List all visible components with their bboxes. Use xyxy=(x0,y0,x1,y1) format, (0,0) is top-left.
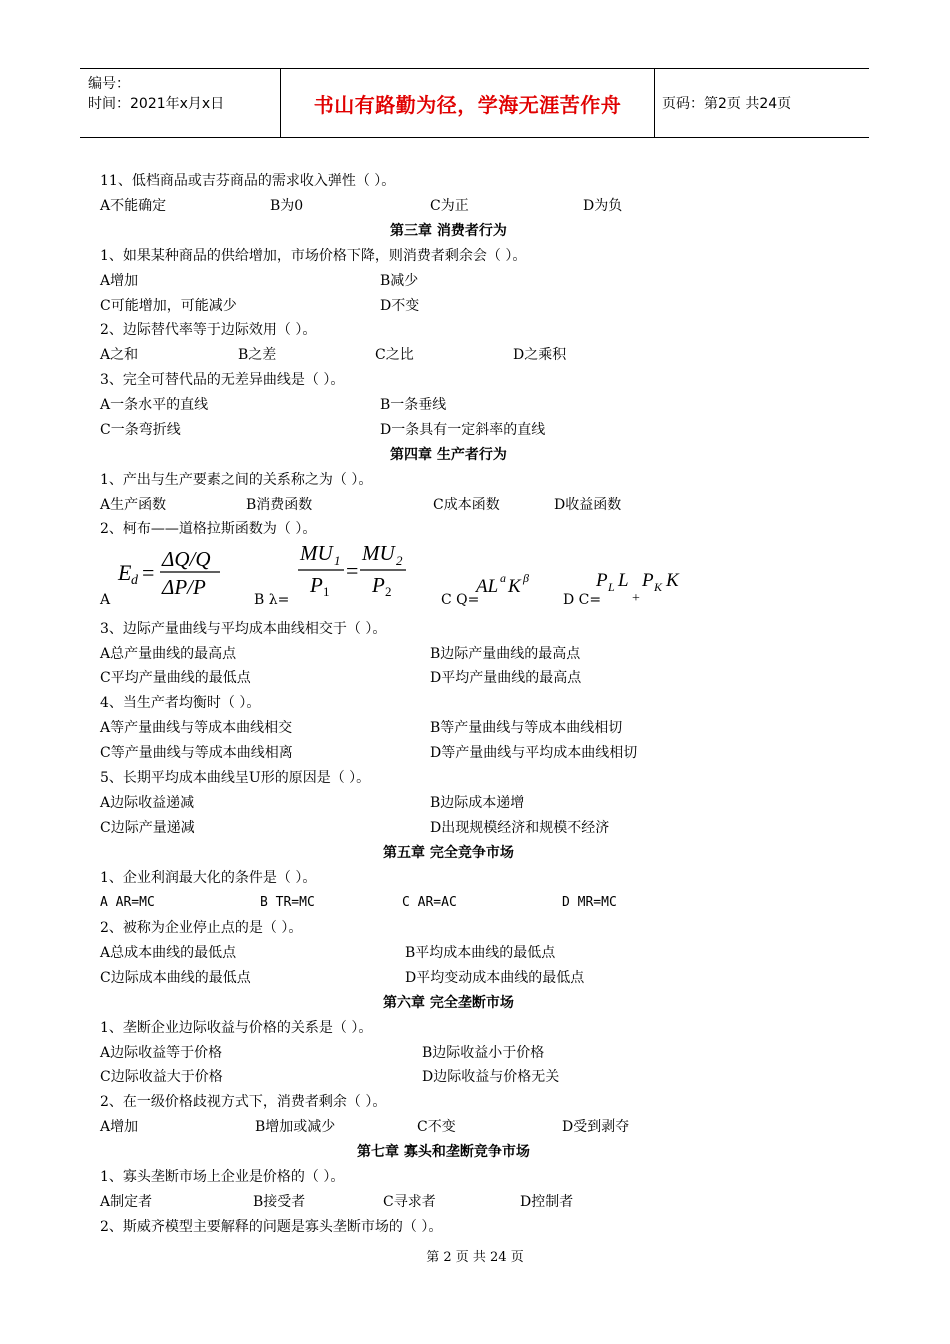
option: D等产量曲线与平均成本曲线相切 xyxy=(430,745,638,761)
option: D不变 xyxy=(380,298,420,314)
option: B为0 xyxy=(270,198,304,214)
option: D受到剥夺 xyxy=(562,1119,630,1135)
svg-text:1: 1 xyxy=(323,584,330,599)
option: D MR=MC xyxy=(562,895,617,910)
chapter-heading: 第六章 完全垄断市场 xyxy=(383,995,514,1011)
option: C等产量曲线与等成本曲线相离 xyxy=(100,745,293,761)
svg-text:P: P xyxy=(372,573,385,597)
option: D控制者 xyxy=(520,1194,574,1210)
svg-text:d: d xyxy=(131,573,138,588)
option: B减少 xyxy=(380,273,419,289)
question-text: 1、企业利润最大化的条件是（ ）。 xyxy=(100,870,317,886)
svg-text:E: E xyxy=(118,560,132,585)
svg-text:=: = xyxy=(346,558,359,583)
option: A制定者 xyxy=(100,1194,153,1210)
question-text: 2、被称为企业停止点的是（ ）。 xyxy=(100,920,303,936)
question-text: 2、边际替代率等于边际效用（ ）。 xyxy=(100,322,317,338)
document-number: 编号： xyxy=(88,76,130,92)
option: A总产量曲线的最高点 xyxy=(100,646,237,662)
svg-text:2: 2 xyxy=(396,553,403,568)
option: C AR=AC xyxy=(402,895,457,910)
header-motto: 书山有路勤为径，学海无涯苦作舟 xyxy=(281,69,655,137)
chapter-heading: 第四章 生产者行为 xyxy=(390,447,507,463)
question-text: 1、产出与生产要素之间的关系称之为（ ）。 xyxy=(100,472,373,488)
option: C不变 xyxy=(417,1119,456,1135)
svg-text:MU: MU xyxy=(362,541,395,565)
svg-text:AL: AL xyxy=(476,576,499,597)
option: C可能增加，可能减少 xyxy=(100,298,237,314)
option: C边际产量递减 xyxy=(100,820,195,836)
svg-text:P: P xyxy=(596,570,608,591)
svg-text:P: P xyxy=(642,570,654,591)
option: B之差 xyxy=(238,347,277,363)
page-footer: 第 2 页 共 24 页 xyxy=(426,1250,524,1265)
svg-text:=: = xyxy=(142,560,155,585)
svg-text:L: L xyxy=(608,580,615,594)
option: C一条弯折线 xyxy=(100,422,181,438)
option: C成本函数 xyxy=(433,497,500,513)
option: C边际成本曲线的最低点 xyxy=(100,970,251,986)
header-page-number: 页码：第2页 共24页 xyxy=(662,96,792,112)
option: C为正 xyxy=(430,198,469,214)
option: D为负 xyxy=(583,198,623,214)
option: A增加 xyxy=(100,273,139,289)
elasticity-formula xyxy=(112,542,232,602)
svg-text:+: + xyxy=(632,591,640,604)
question-text: 2、柯布——道格拉斯函数为（ ）。 xyxy=(100,521,317,537)
option-label: B λ= xyxy=(254,592,290,608)
option: A AR=MC xyxy=(100,895,155,910)
chapter-heading: 第五章 完全竞争市场 xyxy=(383,845,514,861)
option: D一条具有一定斜率的直线 xyxy=(380,422,546,438)
question-text: 5、长期平均成本曲线呈U形的原因是（ ）。 xyxy=(100,770,371,786)
svg-text:2: 2 xyxy=(385,584,392,599)
chapter-heading: 第三章 消费者行为 xyxy=(390,223,507,239)
svg-text:a: a xyxy=(500,571,506,585)
option-label: A xyxy=(100,592,111,608)
svg-text:K: K xyxy=(654,580,663,594)
option: D之乘积 xyxy=(513,347,567,363)
svg-text:1: 1 xyxy=(334,553,341,568)
svg-text:K: K xyxy=(666,570,679,591)
option: B等产量曲线与等成本曲线相切 xyxy=(430,720,623,736)
option: C寻求者 xyxy=(383,1194,436,1210)
question-text: 1、垄断企业边际收益与价格的关系是（ ）。 xyxy=(100,1020,373,1036)
option: B一条垂线 xyxy=(380,397,447,413)
option: B TR=MC xyxy=(260,895,315,910)
header-meta xyxy=(80,69,281,137)
option: B边际成本递增 xyxy=(430,795,525,811)
option: A总成本曲线的最低点 xyxy=(100,945,237,961)
option: C边际收益大于价格 xyxy=(100,1069,223,1085)
option: B边际收益小于价格 xyxy=(422,1045,545,1061)
option: A之和 xyxy=(100,347,139,363)
option: A边际收益等于价格 xyxy=(100,1045,223,1061)
svg-text:ΔP/P: ΔP/P xyxy=(162,575,206,599)
question-text: 3、完全可替代品的无差异曲线是（ ）。 xyxy=(100,372,345,388)
svg-text:β: β xyxy=(523,571,529,585)
cost-formula xyxy=(594,564,686,604)
question-text: 1、如果某种商品的供给增加，市场价格下降，则消费者剩余会（ ）。 xyxy=(100,248,527,264)
option: A边际收益递减 xyxy=(100,795,195,811)
option: B边际产量曲线的最高点 xyxy=(430,646,581,662)
option: D收益函数 xyxy=(554,497,622,513)
option: D平均变动成本曲线的最低点 xyxy=(405,970,585,986)
option: C平均产量曲线的最低点 xyxy=(100,670,251,686)
option: D平均产量曲线的最高点 xyxy=(430,670,582,686)
option: D出现规模经济和规模不经济 xyxy=(430,820,610,836)
option: B平均成本曲线的最低点 xyxy=(405,945,556,961)
svg-text:ΔQ/Q: ΔQ/Q xyxy=(162,547,211,571)
option: D边际收益与价格无关 xyxy=(422,1069,560,1085)
document-time: 时间：2021年x月x日 xyxy=(88,96,225,112)
question-text: 3、边际产量曲线与平均成本曲线相交于（ ）。 xyxy=(100,621,387,637)
option: B增加或减少 xyxy=(255,1119,336,1135)
cobb-douglas-formula xyxy=(474,566,544,598)
svg-text:P: P xyxy=(310,573,323,597)
option: A一条水平的直线 xyxy=(100,397,209,413)
svg-text:K: K xyxy=(508,576,521,597)
question-text: 4、当生产者均衡时（ ）。 xyxy=(100,695,261,711)
question-text: 11、低档商品或吉芬商品的需求收入弹性（ ）。 xyxy=(100,173,396,189)
option-label: D C= xyxy=(563,592,602,608)
question-text: 2、斯威齐模型主要解释的问题是寡头垄断市场的（ ）。 xyxy=(100,1219,443,1235)
option: B接受者 xyxy=(253,1194,306,1210)
option: A生产函数 xyxy=(100,497,167,513)
option-label: C Q= xyxy=(441,592,480,608)
utility-formula xyxy=(294,538,414,600)
question-text: 2、在一级价格歧视方式下，消费者剩余（ ）。 xyxy=(100,1094,387,1110)
option: A增加 xyxy=(100,1119,139,1135)
option: B消费函数 xyxy=(246,497,313,513)
option: A不能确定 xyxy=(100,198,167,214)
svg-text:L: L xyxy=(618,570,629,591)
option: A等产量曲线与等成本曲线相交 xyxy=(100,720,293,736)
question-text: 1、寡头垄断市场上企业是价格的（ ）。 xyxy=(100,1169,345,1185)
page-header xyxy=(80,68,869,138)
option: C之比 xyxy=(375,347,414,363)
chapter-heading: 第七章 寡头和垄断竞争市场 xyxy=(357,1144,530,1160)
svg-text:MU: MU xyxy=(300,541,333,565)
